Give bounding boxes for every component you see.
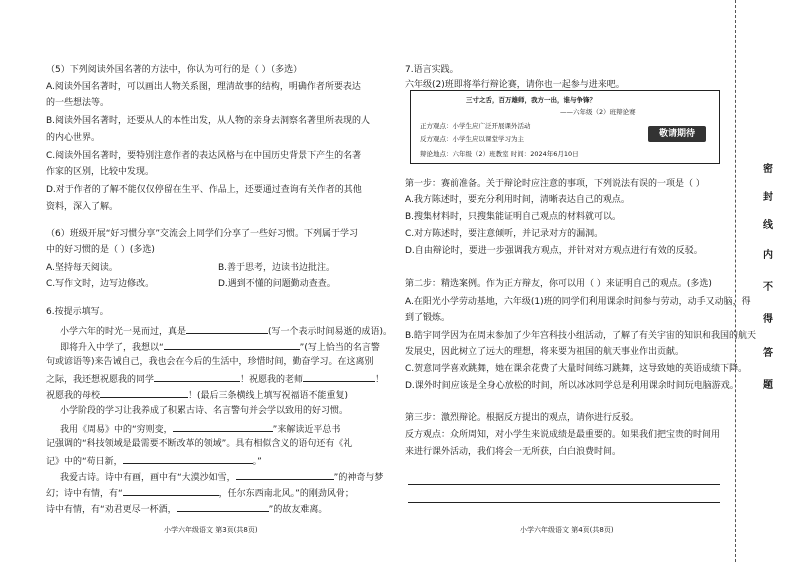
s6-line9: 记》中的“苟日新， 。” bbox=[46, 454, 262, 468]
s6-line5: 祝愿我的母校 ！(最后三条横线上填写祝福语不能重复) bbox=[46, 388, 348, 402]
seal-char: 题 bbox=[763, 380, 773, 391]
seal-char: 线 bbox=[763, 220, 773, 231]
s6-line12: 诗中有情，有“劝君更尽一杯酒， ”的故友难离。 bbox=[46, 502, 327, 516]
blank-wish-school[interactable] bbox=[100, 388, 188, 398]
s6-line1: 小学六年的时光一晃而过，真是 (写一个表示时间易逝的成语)。 bbox=[60, 324, 392, 338]
answer-line-1[interactable] bbox=[408, 484, 720, 485]
q5-option-b-cont: 的内心世界。 bbox=[46, 133, 101, 143]
q5-option-a-cont: 的一些想法等。 bbox=[46, 98, 110, 108]
step3-negative-view: 反方观点：众所周知，对小学生来说成绩是最重要的。如果我们把宝贵的时间用 bbox=[405, 430, 721, 440]
answer-line-2[interactable] bbox=[408, 502, 720, 503]
q5-stem: （5）下列阅读外国名著的方法中，你认为可行的是（ ）（多选） bbox=[46, 65, 303, 75]
step3-negative-view-cont: 来进行课外活动，我们将会一无所获，白白浪费时间。 bbox=[405, 447, 622, 457]
q6-option-b: B.善于思考，边读书边批注。 bbox=[218, 263, 336, 273]
step2-option-b-cont: 发展史，因此树立了远大的理想，将来要为祖国的航天事业作出贡献。 bbox=[405, 347, 685, 357]
blank-poem-desert[interactable] bbox=[236, 470, 334, 480]
footer-page-3: 小学六年级语文 第3页(共8页) bbox=[164, 526, 258, 534]
poster-affirmative: 正方观点：小学生应广泛开展课外活动 bbox=[420, 122, 531, 130]
q6-option-c: C.写作文时，边写边修改。 bbox=[46, 279, 155, 289]
step1-option-d: D.自由辩论时，要进一步强调我方观点，并针对对方观点进行有效的反驳。 bbox=[405, 246, 703, 256]
seal-char: 答 bbox=[763, 348, 773, 359]
s6-line2: 即将升入中学了，我想以“ ”(写上恰当的名言警 bbox=[60, 340, 380, 354]
blank-motto[interactable] bbox=[164, 340, 300, 350]
blank-liji[interactable] bbox=[123, 454, 253, 464]
seal-char: 封 bbox=[763, 192, 773, 203]
seal-char: 密 bbox=[763, 164, 773, 175]
q5-option-d: D.对于作者的了解不能仅仅停留在生平、作品上，还要通过查询有关作者的其他 bbox=[46, 185, 362, 195]
s6-line4: 之际，我还想祝愿我的同学 ！祝愿我的老师 ！ bbox=[46, 372, 384, 386]
s6-title: 6.按提示填写。 bbox=[46, 307, 109, 317]
seal-char: 内 bbox=[763, 250, 773, 261]
step2-option-a-cont: 到了锻炼。 bbox=[405, 313, 451, 323]
q6-stem: （6）班级开展“好习惯分享”交流会上同学们分享了一些好习惯。下列属于学习 bbox=[46, 229, 359, 239]
blank-wish-classmates[interactable] bbox=[154, 372, 240, 382]
step2-option-c: C.贺意同学喜欢跳舞，她在课余花费了大量时间练习跳舞，这导致她的英语成绩下降。 bbox=[405, 364, 748, 374]
q5-option-c-cont: 作家的区别，比较中发现。 bbox=[46, 167, 155, 177]
step1-option-c: C.对方陈述时，要注意倾听，并记录对方的漏洞。 bbox=[405, 229, 604, 239]
seal-dashed-line bbox=[735, 0, 736, 562]
q6-option-d: D.遇到不懂的问题勤动查查。 bbox=[218, 279, 336, 289]
coming-soon-stamp: 敬请期待 bbox=[648, 126, 706, 142]
poster-title: 三寸之舌，百万雄师，我方一出，谁与争锋？ bbox=[466, 96, 596, 104]
step1-option-b: B.搜集材料时，只搜集能证明自己观点的材料就可以。 bbox=[405, 212, 622, 222]
poster-subtitle: ——六年级（2）班辩论赛 bbox=[560, 108, 636, 116]
q6-stem-cont: 中的好习惯的是（ ）(多选) bbox=[46, 245, 155, 255]
step2-option-d: D.课外时间应该是全身心放松的时间，所以冰冰同学总是利用课余时间玩电脑游戏。 bbox=[405, 381, 739, 391]
s6-line8: 记强调的“科技领域是最需要不断改革的领域”。具有相似含义的语句还有《礼 bbox=[46, 439, 353, 449]
step2-stem: 第二步：精选案例。作为正方辩友，你可以用（ ）来证明自己的观点。(多选) bbox=[405, 279, 712, 289]
poster-time-place: 辩论地点：六年级（2）班教室 时间：2024年6月10日 bbox=[420, 150, 579, 158]
s7-intro: 六年级(2)班即将举行辩论赛，请你也一起参与进来吧。 bbox=[405, 80, 625, 90]
step2-option-a: A.在阳光小学劳动基地，六年级(1)班的同学们利用课余时间参与劳动，动手又动脑，得 bbox=[405, 297, 751, 307]
s6-line11: 幻；诗中有情，有“ ，任尔东西南北风。”的刚劲风骨； bbox=[46, 486, 354, 500]
s6-line3: 句或谚语等)来告诫自己，我也会在今后的生活中，珍惜时间，勤奋学习。在这离别 bbox=[46, 357, 374, 367]
seal-char: 得 bbox=[763, 314, 773, 325]
q5-option-a: A.阅读外国名著时，可以画出人物关系图，理清故事的结构，明确作者所要表达 bbox=[46, 82, 361, 92]
q6-option-a: A.坚持每天阅读。 bbox=[46, 263, 118, 273]
q5-option-b: B.阅读外国名著时，还要从人的本性出发，从人物的亲身去洞察名著里所表现的人 bbox=[46, 116, 371, 126]
seal-char: 不 bbox=[763, 282, 773, 293]
blank-wish-teacher[interactable] bbox=[303, 372, 375, 382]
blank-poem-farewell[interactable] bbox=[177, 502, 269, 512]
s6-line6: 小学阶段的学习让我养成了积累古诗、名言警句并会学以致用的好习惯。 bbox=[60, 406, 349, 416]
blank-poem-bamboo[interactable] bbox=[123, 486, 219, 496]
s6-line10: 我爱古诗。诗中有画，画中有“大漠沙如雪， ”的神奇与梦 bbox=[60, 470, 383, 484]
poster-negative: 反方观点：小学生应以课堂学习为主 bbox=[420, 135, 524, 143]
step1-option-a: A.我方陈述时，要充分利用时间，清晰表达自己的观点。 bbox=[405, 195, 630, 205]
q5-option-d-cont: 资料，深入了解。 bbox=[46, 202, 119, 212]
footer-page-4: 小学六年级语文 第4页(共8页) bbox=[520, 526, 614, 534]
step3-stem: 第三步：激烈辩论。根据反方提出的观点，请你进行反驳。 bbox=[405, 413, 640, 423]
step2-option-b: B.皓宇同学因为在周末参加了少年宫科技小组活动，了解了有关宇宙的知识和我国的航天 bbox=[405, 331, 757, 341]
blank-idiom[interactable] bbox=[186, 324, 268, 334]
blank-zhouyi[interactable] bbox=[173, 422, 273, 432]
step1-stem: 第一步：赛前准备。关于辩论时应注意的事项，下列说法有误的一项是（ ） bbox=[405, 179, 705, 189]
s6-line7: 我用《周易》中的“穷则变， ”来解读近平总书 bbox=[60, 422, 340, 436]
q5-option-c: C.阅读外国名著时，要特别注意作者的表达风格与在中国历史背景下产生的名著 bbox=[46, 151, 362, 161]
s7-title: 7.语言实践。 bbox=[405, 65, 459, 75]
